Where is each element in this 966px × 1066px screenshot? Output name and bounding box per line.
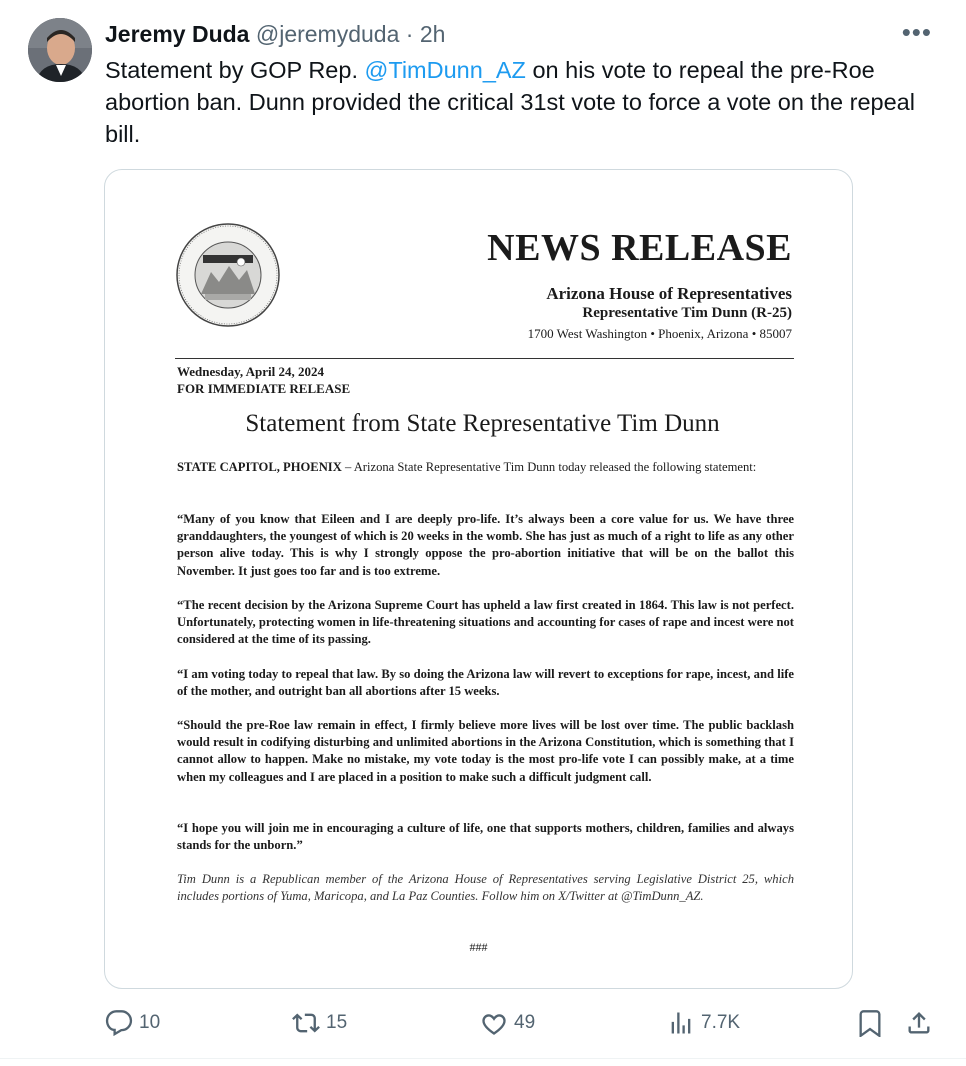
repost-count: 15	[326, 1012, 348, 1033]
paragraph: “The recent decision by the Arizona Supreme Court has upheld a law first created in 1864. This law is not perfect. Unfortunately, protecting women in life-threatening situations and accounting for cases of rape and incest were not considered at the time of its passing.	[177, 598, 794, 647]
attached-image[interactable]	[104, 169, 853, 989]
reply-count: 10	[139, 1012, 161, 1033]
tweet-text	[105, 54, 935, 150]
share-icon	[905, 1009, 933, 1037]
paragraph: “I hope you will join me in encouraging a culture of life, one that supports mothers, children, families and always stands for the unborn.”	[177, 821, 794, 853]
reply-button[interactable]	[105, 1006, 160, 1040]
author-name[interactable]: Jeremy Duda	[105, 21, 250, 47]
avatar[interactable]	[28, 18, 92, 82]
intro-paragraph	[177, 459, 794, 476]
office-address: 1700 West Washington • Phoenix, Arizona • 85007	[527, 326, 792, 341]
news-release-document	[105, 170, 852, 988]
views-button[interactable]	[667, 1006, 740, 1040]
org-name: Arizona House of Representatives	[546, 284, 792, 303]
release-date-block	[177, 363, 350, 397]
dateline: STATE CAPITOL, PHOENIX	[177, 460, 342, 474]
bookmark-button[interactable]	[856, 1006, 890, 1040]
tweet-text-before: Statement by GOP Rep.	[105, 57, 365, 83]
avatar-image	[28, 18, 92, 82]
divider	[175, 358, 794, 359]
like-count: 49	[514, 1012, 536, 1033]
paragraph: “Should the pre-Roe law remain in effect, I firmly believe more lives will be lost over time. The public backlash would result in codifying disturbing and unlimited abortions in the Arizona Constitution, which is something that I cannot allow to happen. Make no mistake, my vote today is the most pro-life vote I can possibly make, at a time when my colleagues and I are placed in a position to make such a difficult judgment call.	[177, 718, 794, 784]
repost-icon	[292, 1009, 320, 1037]
action-bar	[0, 1006, 966, 1040]
separator: ·	[405, 21, 414, 47]
tweet-header	[105, 20, 445, 48]
representative-name: Representative Tim Dunn (R-25)	[582, 305, 792, 321]
reply-icon	[105, 1009, 133, 1037]
end-mark: ###	[469, 940, 488, 954]
paragraph: “I am voting today to repeal that law. By so doing the Arizona law will revert to exceptions for rape, incest, and life of the mother, and outright ban all abortions after 15 weeks.	[177, 667, 794, 699]
bookmark-icon	[856, 1009, 884, 1037]
repost-button[interactable]	[292, 1006, 347, 1040]
news-release-title: NEWS RELEASE	[487, 227, 792, 269]
mention-link[interactable]: @TimDunn_AZ	[364, 57, 526, 83]
share-button[interactable]	[905, 1006, 939, 1040]
release-date: Wednesday, April 24, 2024	[177, 364, 324, 379]
view-count: 7.7K	[701, 1012, 741, 1033]
tweet-text-after: on his vote to repeal the pre-Roe abortion ban. Dunn provided the critical 31st vote to force a vote on the repeal bill.	[105, 57, 915, 147]
intro-text: – Arizona State Representative Tim Dunn today released the following statement:	[341, 460, 757, 474]
views-icon	[667, 1009, 695, 1037]
arizona-seal-icon	[175, 222, 281, 328]
bio-paragraph: Tim Dunn is a Republican member of the Arizona House of Representatives serving Legislative District 25, which includes portions of Yuma, Maricopa, and La Paz Counties. Follow him on X/Twitter at @TimDunn_AZ.	[177, 872, 794, 904]
more-icon[interactable]: •••	[901, 17, 932, 47]
release-type: FOR IMMEDIATE RELEASE	[177, 381, 351, 396]
statement-title: Statement from State Representative Tim Dunn	[245, 410, 720, 437]
like-icon	[480, 1009, 508, 1037]
like-button[interactable]	[480, 1006, 535, 1040]
divider	[0, 1058, 966, 1059]
timestamp[interactable]: 2h	[419, 21, 446, 47]
author-handle[interactable]: @jeremyduda	[255, 21, 400, 47]
paragraph: “Many of you know that Eileen and I are deeply pro-life. It’s always been a core value for us. We have three granddaughters, the youngest of which is 20 weeks in the womb. She has just as much of a right to life as any other person alive today. This is why I strongly oppose the pro-abortion initiative that will be on the ballot this November. It just goes too far and is too extreme.	[177, 512, 794, 578]
